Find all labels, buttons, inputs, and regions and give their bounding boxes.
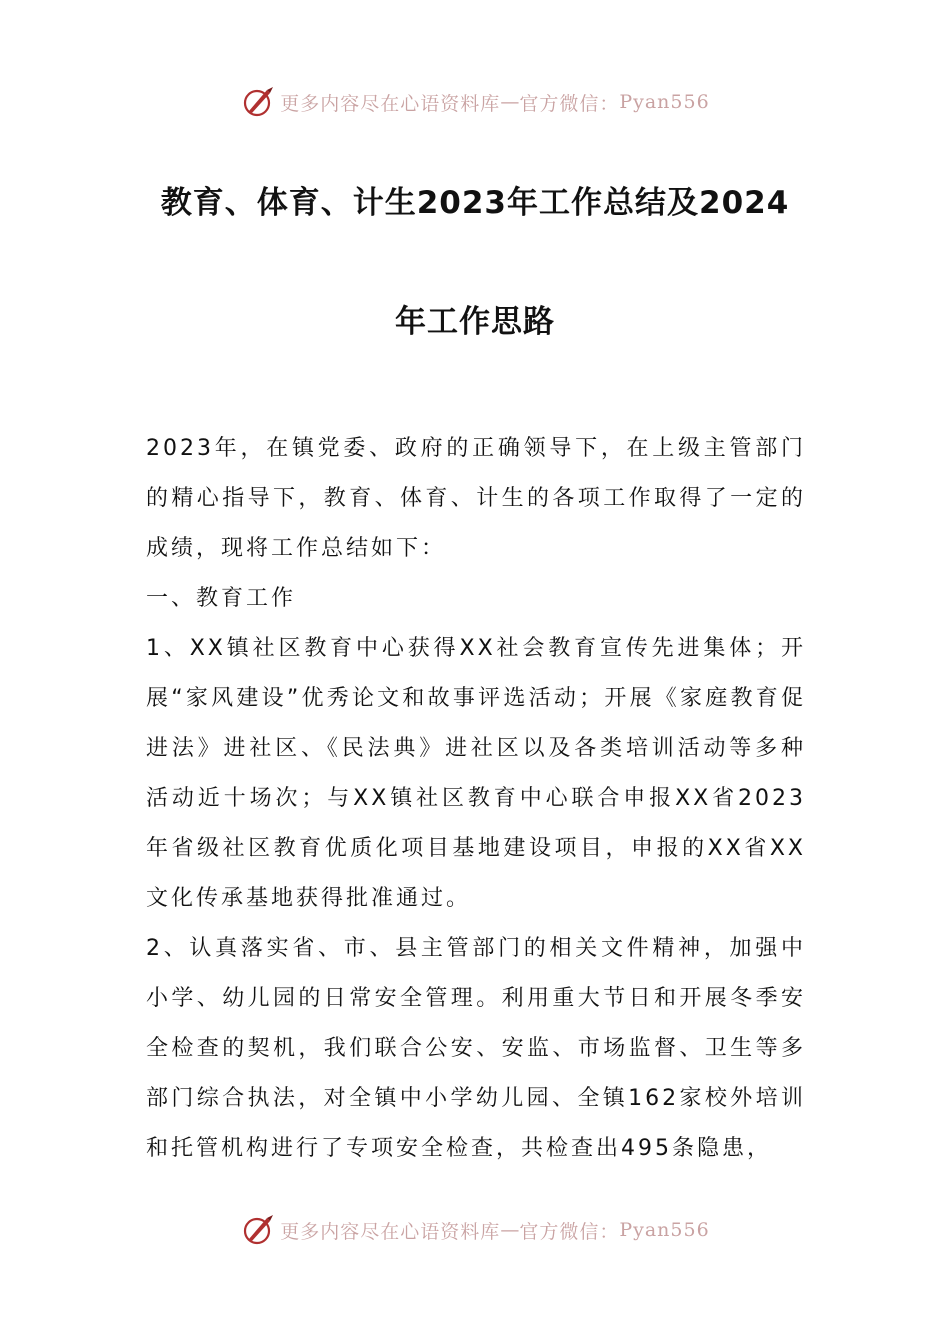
section-heading-education: 一、教育工作 — [146, 586, 297, 611]
watermark-text: 更多内容尽在心语资料库 — [280, 92, 501, 115]
quill-logo-icon — [240, 84, 276, 120]
watermark-separator: — — [500, 1219, 520, 1241]
watermark-separator: — — [500, 91, 520, 113]
document-title-line2: 年工作思路 — [395, 304, 555, 340]
watermark-banner-bottom — [0, 1210, 950, 1250]
document-body — [146, 424, 806, 1174]
document-title-line1: 教育、体育、计生2023年工作总结及2024 — [160, 185, 790, 221]
quill-logo-icon — [240, 1212, 276, 1248]
intro-paragraph: 2023年，在镇党委、政府的正确领导下，在上级主管部门的精心指导下，教育、体育、计生的各项工作取得了一定的成绩，现将工作总结如下： — [146, 436, 806, 561]
education-item-2: 2、认真落实省、市、县主管部门的相关文件精神，加强中小学、幼儿园的日常安全管理。利用重大节日和开展冬季安全检查的契机，我们联合公安、安监、市场监督、卫生等多部门综合执法，对全镇中小学幼儿园、全镇162家校外培训和托管机构进行了专项安全检查，共检查出495条隐患， — [146, 936, 806, 1161]
watermark-wechat-id: Pyan556 — [619, 91, 710, 113]
watermark-wechat-id: Pyan556 — [619, 1219, 710, 1241]
education-item-1: 1、XX镇社区教育中心获得XX社会教育宣传先进集体；开展“家风建设”优秀论文和故事评选活动；开展《家庭教育促进法》进社区、《民法典》进社区以及各类培训活动等多种活动近十场次；与XX镇社区教育中心联合申报XX省2023年省级社区教育优质化项目基地建设项目，申报的XX省XX文化传承基地获得批准通过。 — [146, 636, 806, 911]
watermark-banner-top — [0, 82, 950, 122]
watermark-wechat-label: 官方微信： — [519, 92, 620, 115]
watermark-wechat-label: 官方微信： — [519, 1220, 620, 1243]
watermark-text: 更多内容尽在心语资料库 — [280, 1220, 501, 1243]
